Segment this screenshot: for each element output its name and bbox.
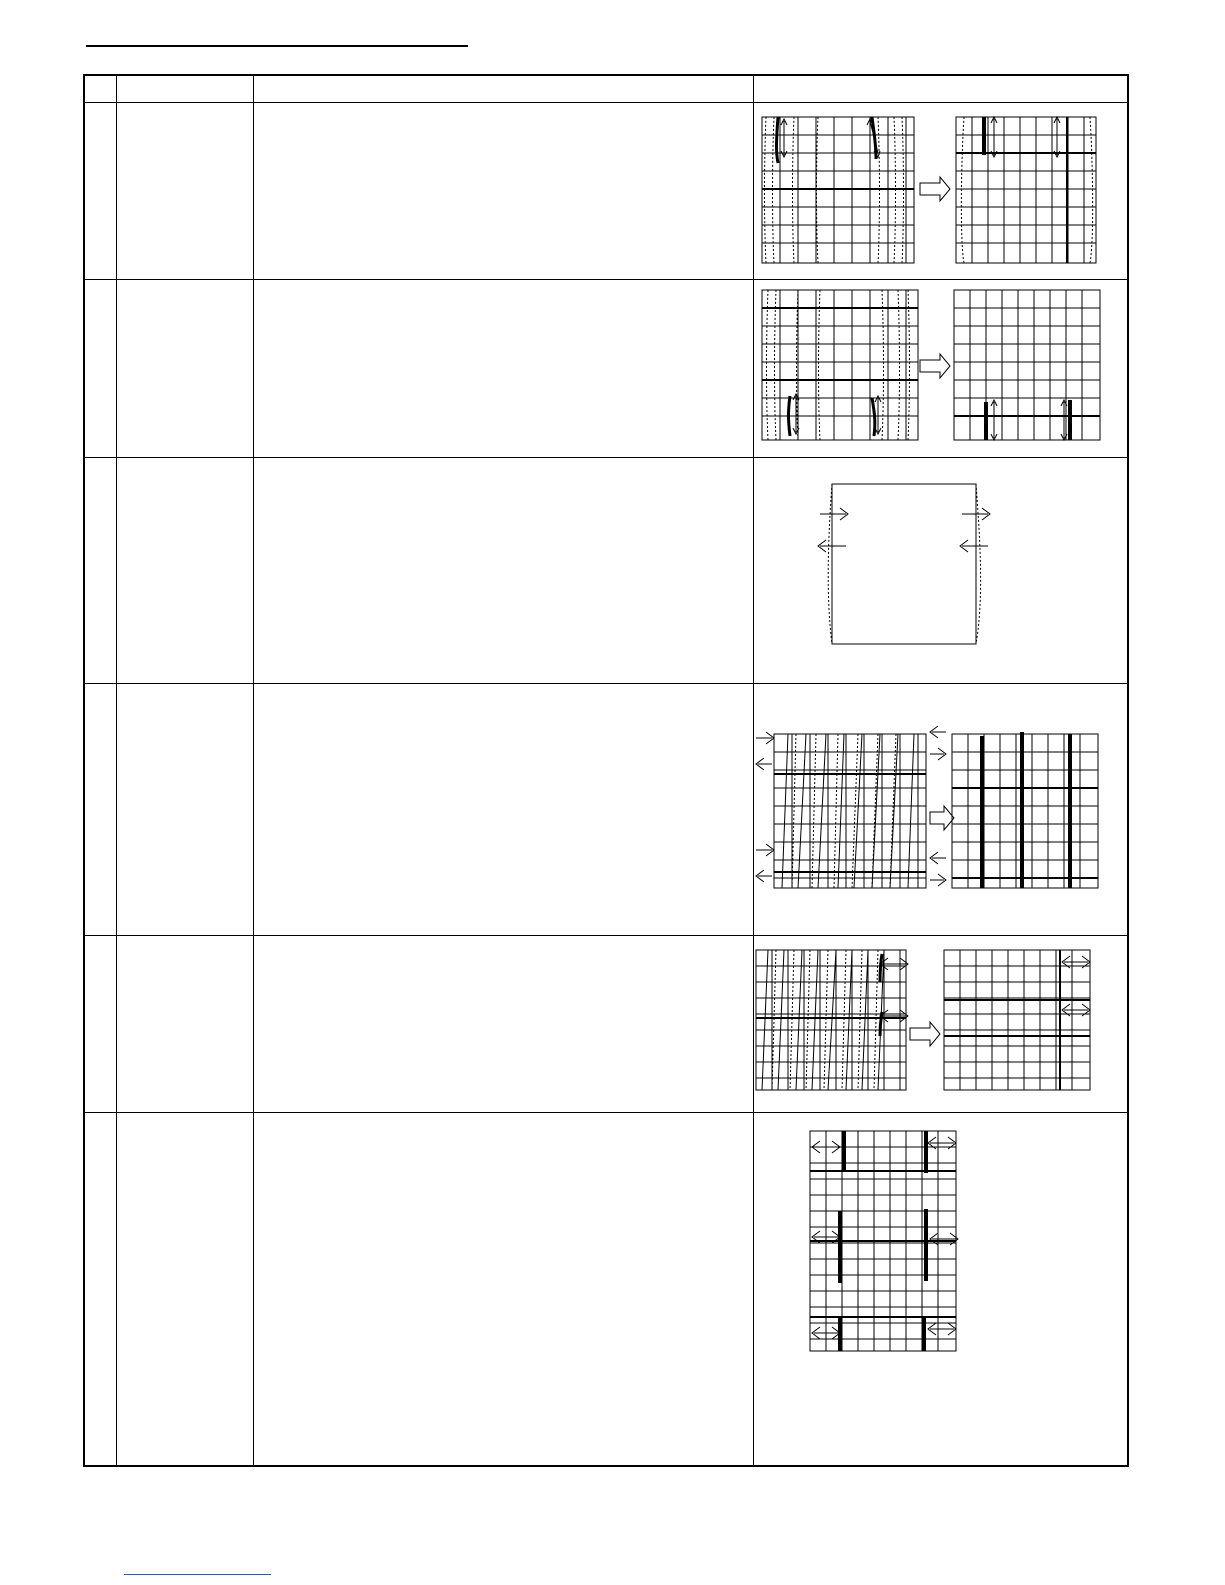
row-procedure bbox=[253, 102, 753, 279]
vertical-line-tilt-diagram bbox=[754, 684, 1118, 932]
horizontal-convergence-diagram bbox=[754, 936, 1118, 1110]
header-illustration bbox=[753, 75, 1128, 102]
convergence-bottom-diagram bbox=[754, 280, 1118, 455]
row-item bbox=[116, 684, 253, 936]
table-row bbox=[84, 279, 1128, 457]
row-procedure bbox=[253, 279, 753, 457]
header-no bbox=[84, 75, 116, 102]
table-row bbox=[84, 936, 1128, 1113]
illustration-cell bbox=[753, 279, 1128, 457]
row-no bbox=[84, 279, 116, 457]
row-item bbox=[116, 936, 253, 1113]
row-no bbox=[84, 102, 116, 279]
table-row bbox=[84, 457, 1128, 684]
illustration-cell bbox=[753, 457, 1128, 684]
illustration-cell bbox=[753, 936, 1128, 1113]
header-rule bbox=[86, 45, 468, 47]
corner-convergence-diagram bbox=[754, 1113, 1118, 1461]
screen-bow-diagram bbox=[754, 458, 1118, 681]
row-procedure bbox=[253, 936, 753, 1113]
footer-link-rule bbox=[124, 1574, 271, 1575]
header-item bbox=[116, 75, 253, 102]
row-item bbox=[116, 1113, 253, 1466]
row-procedure bbox=[253, 684, 753, 936]
adjustment-table bbox=[83, 74, 1129, 1467]
row-no bbox=[84, 936, 116, 1113]
illustration-cell bbox=[753, 1113, 1128, 1466]
table-row bbox=[84, 1113, 1128, 1466]
row-no bbox=[84, 457, 116, 684]
row-no bbox=[84, 684, 116, 936]
row-item bbox=[116, 457, 253, 684]
row-no bbox=[84, 1113, 116, 1466]
row-item bbox=[116, 279, 253, 457]
table-row bbox=[84, 684, 1128, 936]
header-procedure bbox=[253, 75, 753, 102]
table-row bbox=[84, 102, 1128, 279]
convergence-top-diagram bbox=[754, 103, 1118, 277]
illustration-cell bbox=[753, 684, 1128, 936]
illustration-cell bbox=[753, 102, 1128, 279]
row-procedure bbox=[253, 457, 753, 684]
row-procedure bbox=[253, 1113, 753, 1466]
row-item bbox=[116, 102, 253, 279]
table-header-row bbox=[84, 75, 1128, 102]
